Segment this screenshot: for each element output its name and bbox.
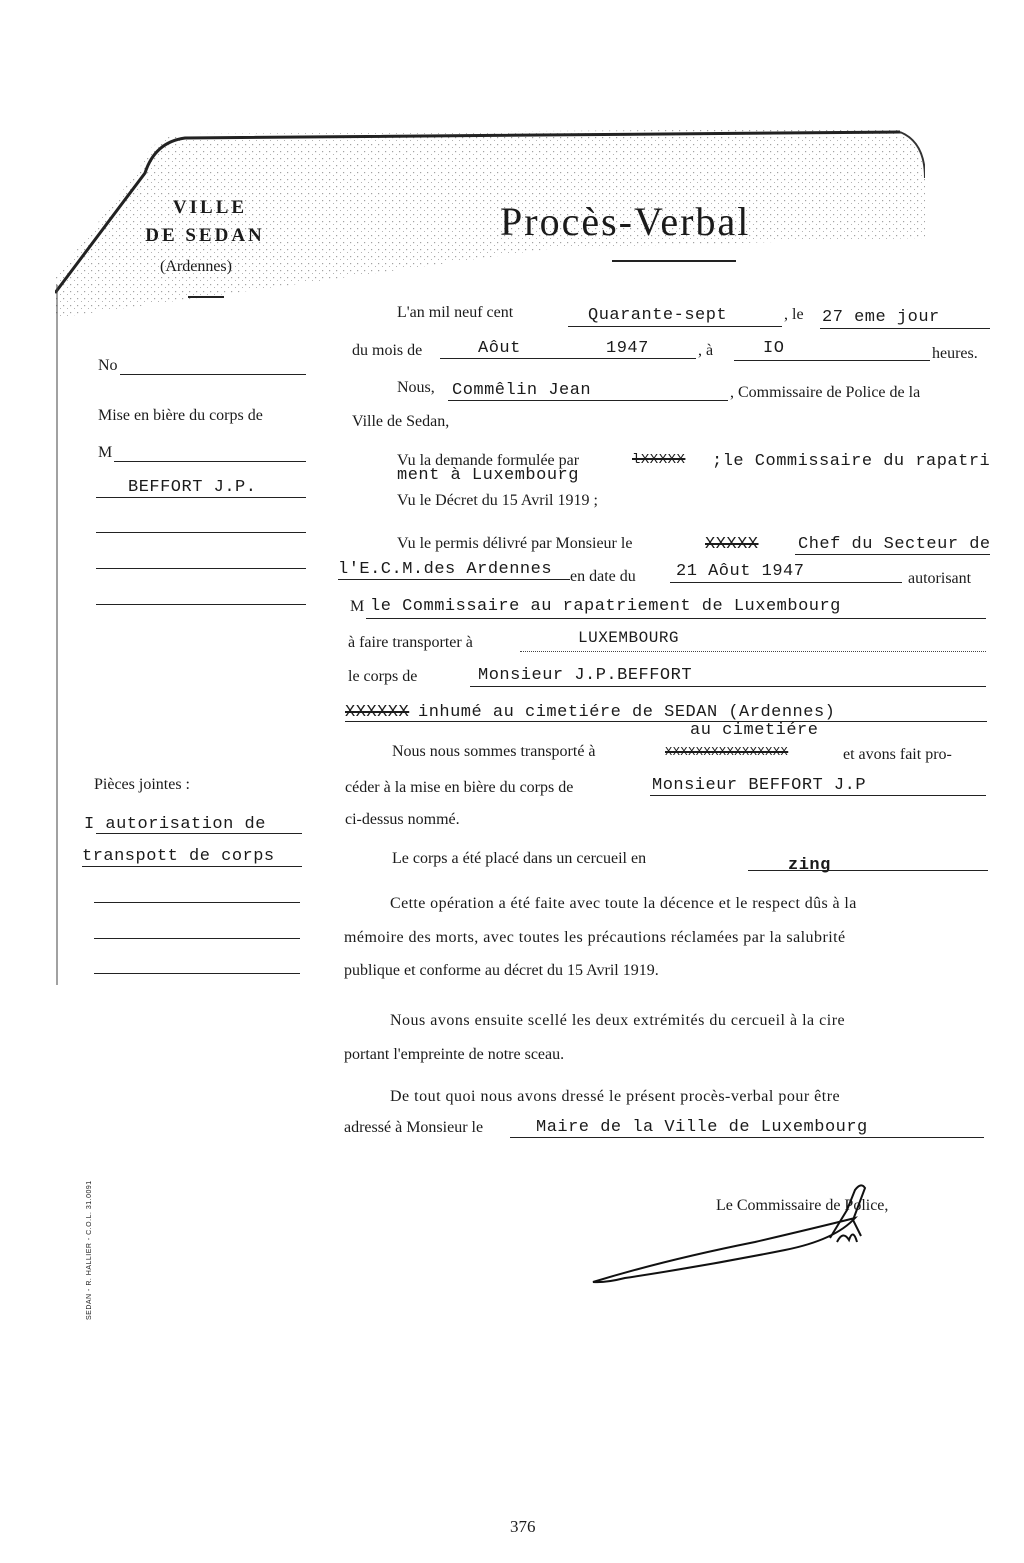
permit-date-label: en date du	[570, 568, 636, 585]
recipient-line	[510, 1137, 984, 1138]
decree-label: Vu le Décret du 15 Avril 1919 ;	[397, 492, 598, 509]
ecm-typed: l'E.C.M.des Ardennes	[338, 560, 553, 579]
transported-label: Nous nous sommes transporté à	[392, 743, 596, 760]
day-label: , le	[784, 306, 804, 323]
year-words-line	[568, 326, 782, 327]
monsieur-blank	[114, 461, 306, 462]
permit-date-line	[670, 582, 902, 583]
number-blank	[120, 374, 306, 375]
sidebar-blank-1	[96, 532, 306, 533]
body-of-line	[470, 686, 986, 687]
year-intro-label: L'an mil neuf cent	[397, 304, 514, 321]
officer-line	[448, 400, 728, 401]
monsieur-label: M	[98, 444, 113, 461]
year-number: 1947	[606, 339, 649, 358]
permit-label: Vu le permis délivré par Monsieur le	[397, 535, 633, 552]
header-speckle-background	[55, 128, 925, 318]
proceed-line	[650, 795, 986, 796]
commissaire-label: , Commissaire de Police de la	[730, 384, 921, 401]
addressed-label: adressé à Monsieur le	[344, 1119, 484, 1136]
ville-label: Ville de Sedan,	[352, 413, 450, 430]
left-margin-rule	[56, 285, 58, 985]
title-underline	[612, 260, 736, 262]
request-label: Vu la demande formulée par	[397, 452, 580, 469]
attachment-blank-2	[94, 938, 300, 939]
month-line	[440, 358, 696, 359]
header-rule-short	[188, 296, 224, 298]
permit-date: 21 Aôut 1947	[676, 562, 805, 581]
sealed-line1: Nous avons ensuite scellé les deux extrémités du cercueil à la cire	[390, 1012, 846, 1029]
attachment-underline2	[82, 866, 302, 867]
operation-line3: publique et conforme au décret du 15 Avril 1919.	[344, 962, 659, 979]
au-cimetiere: au cimetiére	[690, 721, 819, 740]
month-value: Aôut	[478, 339, 521, 358]
operation-line2: mémoire des morts, avec toutes les précautions réclamées par la salubrité	[344, 929, 846, 946]
inhume-struck: XXXXXX	[345, 703, 410, 722]
name-underline	[96, 497, 306, 498]
coffin-material: zing	[788, 856, 831, 875]
printer-imprint: SEDAN - R. HALLIER - C.O.L. 31.0091	[86, 1180, 93, 1320]
transport-label: à faire transporter à	[348, 634, 473, 651]
transported-struck: XXXXXXXXXXXXXXXX	[665, 745, 789, 759]
officer-name: Commêlin Jean	[452, 381, 592, 400]
town-name-line2: DE SEDAN	[145, 225, 265, 246]
destination: LUXEMBOURG	[578, 629, 680, 647]
inhume-text: inhumé au cimetiére de SEDAN (Ardennes)	[418, 703, 836, 722]
hours-label: heures.	[932, 345, 978, 362]
permit-struck: XXXXX	[705, 535, 759, 554]
drawn-up-line1: De tout quoi nous avons dressé le présent procès-verbal pour être	[390, 1088, 841, 1105]
handwritten-signature	[585, 1180, 905, 1290]
day-line	[820, 328, 990, 329]
day-value: 27 eme jour	[822, 308, 940, 327]
hour-line	[734, 360, 930, 361]
request-struck: lXXXXX	[632, 452, 686, 468]
attachment-line2: transpott de corps	[82, 847, 275, 866]
town-name-line1: VILLE	[172, 197, 248, 218]
sidebar-blank-2	[96, 568, 306, 569]
number-label: No	[98, 357, 118, 374]
operation-line1: Cette opération a été faite avec toute la décence et le respect dûs à la	[390, 895, 857, 912]
request-typed: ;le Commissaire du rapatri	[712, 452, 991, 471]
attachment-line1: I autorisation de	[84, 815, 266, 834]
attachment-blank-3	[94, 973, 300, 974]
deceased-name: BEFFORT J.P.	[128, 478, 257, 497]
body-of-name: Monsieur J.P.BEFFORT	[478, 666, 693, 685]
sealed-line2: portant l'empreinte de notre sceau.	[344, 1046, 565, 1063]
above-named-label: ci-dessus nommé.	[345, 811, 460, 828]
recipient: Maire de la Ville de Luxembourg	[536, 1118, 868, 1137]
authorized-m-label: M	[350, 598, 365, 615]
destination-line	[520, 651, 986, 652]
inhume-line	[345, 721, 987, 722]
authorized-line	[366, 618, 986, 619]
autorisant-label: autorisant	[908, 570, 972, 587]
permit-line	[795, 554, 990, 555]
transported-rest: et avons fait pro-	[843, 746, 952, 763]
ecm-line	[338, 579, 570, 580]
month-label: du mois de	[352, 342, 423, 359]
nous-label: Nous,	[397, 379, 435, 396]
proceed-name: Monsieur BEFFORT J.P	[652, 776, 867, 795]
request-typed-2: ment à Luxembourg	[397, 466, 579, 485]
permit-typed: Chef du Secteur de	[798, 535, 991, 554]
attachment-blank-1	[94, 902, 300, 903]
year-words: Quarante-sept	[588, 306, 728, 325]
sidebar-blank-3	[96, 604, 306, 605]
mise-en-biere-label: Mise en bière du corps de	[98, 407, 263, 424]
attachment-underline1	[96, 833, 302, 834]
authorized-person: le Commissaire au rapatriement de Luxembourg	[370, 597, 841, 616]
body-of-label: le corps de	[348, 668, 418, 685]
proceed-label: céder à la mise en bière du corps de	[345, 779, 574, 796]
coffin-line	[748, 870, 988, 871]
department: (Ardennes)	[160, 258, 232, 275]
page-title: Procès-Verbal	[500, 199, 751, 244]
coffin-label: Le corps a été placé dans un cercueil en	[392, 850, 647, 867]
hour-a-label: , à	[698, 342, 714, 359]
hour-value: IO	[763, 339, 785, 358]
page-number: 376	[510, 1517, 536, 1536]
attachments-label: Pièces jointes :	[94, 776, 190, 793]
signature-label: Le Commissaire de Police,	[716, 1197, 889, 1214]
